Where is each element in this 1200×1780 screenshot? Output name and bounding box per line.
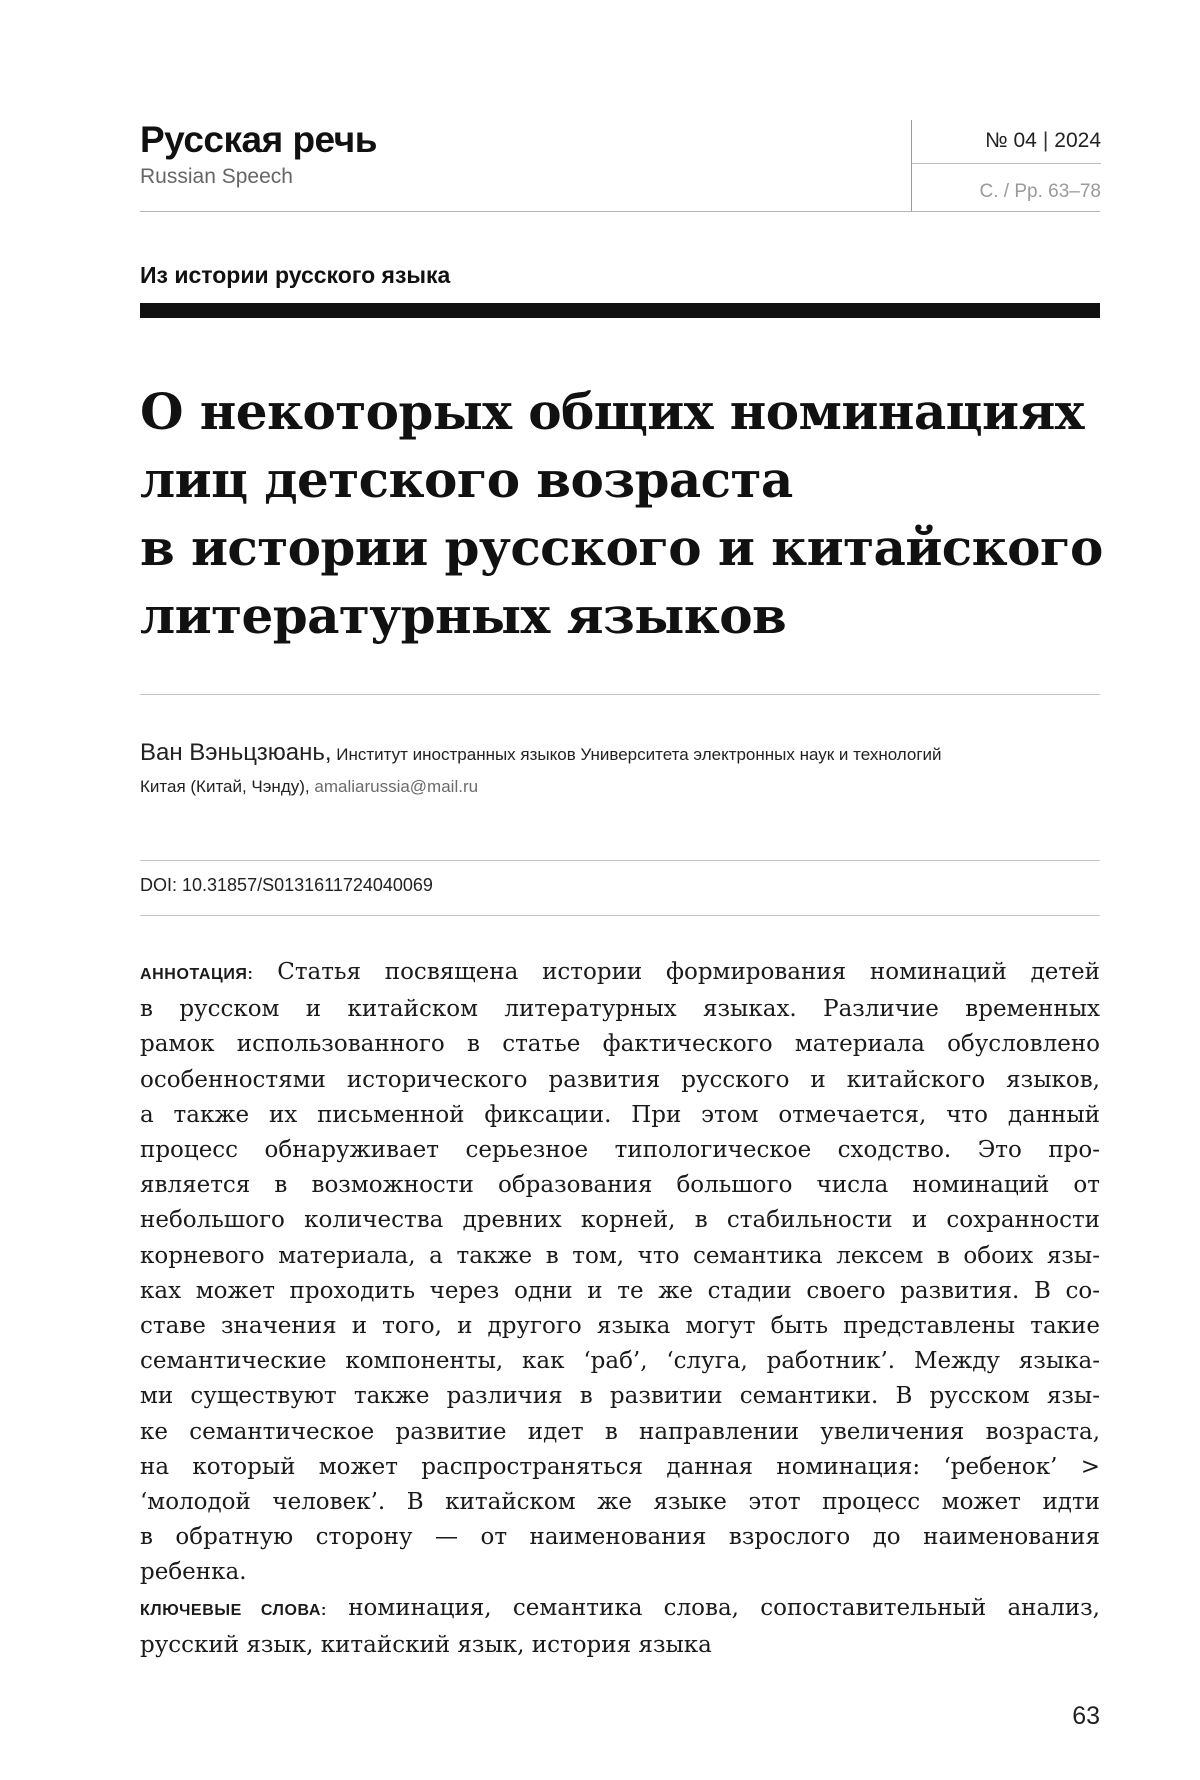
article-title (140, 378, 1103, 650)
page-number: 63 (1072, 1702, 1100, 1730)
abstract-line: рамок использованного в статье фактического материала обусловлено (140, 1031, 1100, 1058)
abstract-line: является в возможности образования большого числа номинаций от (140, 1172, 1100, 1199)
page-range: С. / Pp. 63–78 (979, 181, 1101, 202)
author-affiliation: Институт иностранных языков Университета электронных наук и технологий (336, 745, 942, 764)
issue-number: № 04 (985, 129, 1037, 152)
abstract-line: семантические компоненты, как ‘раб’, ‘слуга, работник’. Между языка- (140, 1348, 1100, 1375)
author-line (140, 772, 1100, 802)
keywords-label: КЛЮЧЕВЫЕ СЛОВА: (140, 1601, 327, 1619)
title-line: лиц детского возраста (140, 450, 793, 509)
issue-divider (912, 163, 1101, 164)
issue-info (911, 120, 1101, 212)
abstract-line: на который может распространяться данная номинация: ‘ребенок’ > (140, 1453, 1100, 1480)
abstract-section (140, 955, 1100, 1663)
title-divider (140, 694, 1100, 695)
abstract-line: ках может проходить через одни и те же стадии своего развития. В со- (140, 1277, 1100, 1304)
section-bar (140, 303, 1100, 318)
author-line (140, 736, 1100, 772)
abstract-line: ребенка. (140, 1559, 247, 1586)
header-divider (140, 211, 1100, 212)
author-email-link[interactable]: amaliarussia@mail.ru (314, 777, 479, 796)
abstract-line: ми существуют также различия в развитии семантики. В русском язы- (140, 1383, 1100, 1410)
doi-top-divider (140, 860, 1100, 861)
issue-separator: | (1042, 129, 1049, 152)
abstract-label: АННОТАЦИЯ: (140, 966, 254, 983)
keywords-line (140, 1591, 1100, 1628)
doi-bottom-divider (140, 915, 1100, 916)
abstract-line: ‘молодой человек’. В китайском же языке этот процесс может идти (140, 1489, 1100, 1516)
abstract-text: Статья посвящена истории формирования номинаций детей (277, 959, 1101, 985)
abstract-line: особенностями исторического развития русского и китайского языков, (140, 1066, 1100, 1093)
abstract-line: а также их письменной фиксации. При этом отмечается, что данный (140, 1101, 1100, 1128)
abstract-line: корневого материала, а также в том, что семантика лексем в обоих язы- (140, 1242, 1100, 1269)
issue-year: 2024 (1054, 129, 1101, 152)
journal-masthead (140, 118, 910, 190)
abstract-line: ставе значения и того, и другого языка могут быть представлены такие (140, 1313, 1100, 1340)
section-title: Из истории русского языка (140, 262, 451, 288)
keywords-line: русский язык, китайский язык, история языка (140, 1631, 712, 1658)
doi: DOI: 10.31857/S0131611724040069 (140, 875, 433, 895)
abstract-line: небольшого количества древних корней, в стабильности и сохранности (140, 1207, 1100, 1234)
author-affiliation-cont: Китая (Китай, Чэнду), (140, 777, 310, 796)
abstract-line: в русском и китайском литературных языках. Различие временных (140, 996, 1100, 1023)
abstract-line (140, 955, 1101, 992)
journal-subtitle: Russian Speech (140, 165, 293, 188)
abstract-line: в обратную сторону — от наименования взрослого до наименования (140, 1524, 1100, 1551)
title-line: О некоторых общих номинациях (140, 382, 1084, 441)
keywords (140, 1591, 1100, 1663)
abstract (140, 955, 1100, 1591)
title-line: литературных языков (140, 586, 787, 645)
abstract-line: ке семантическое развитие идет в направлении увеличения возраста, (140, 1418, 1100, 1445)
issue-line (985, 128, 1101, 154)
author-block (140, 736, 1100, 802)
article-page (140, 0, 1103, 1780)
author-name: Ван Вэньцзюань, (140, 739, 332, 766)
keywords-text: номинация, семантика слова, сопоставительный анализ, (348, 1594, 1100, 1621)
abstract-line: процесс обнаруживает серьезное типологическое сходство. Это про- (140, 1137, 1100, 1164)
title-line: в истории русского и китайского (140, 518, 1103, 577)
journal-title: Русская речь (140, 119, 377, 160)
